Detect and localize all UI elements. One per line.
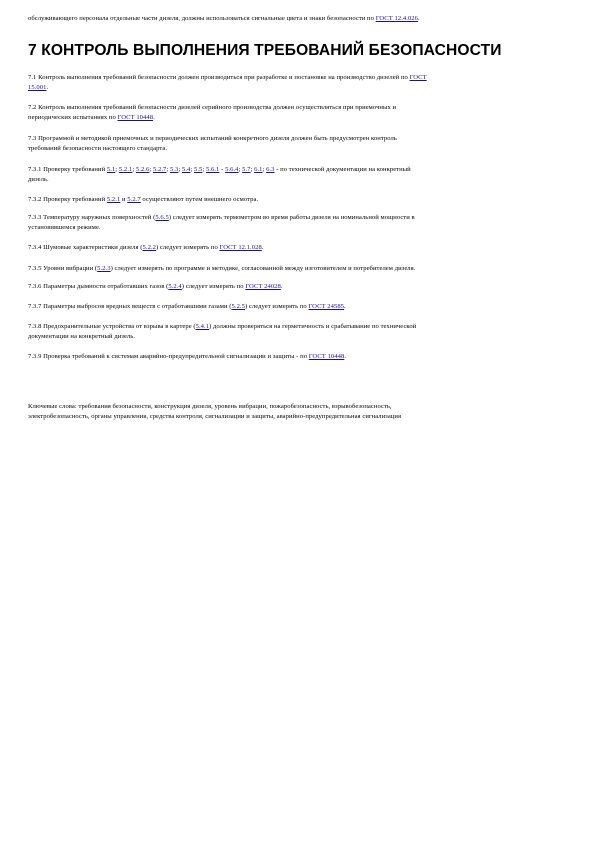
para-7-3-3-text: 7.3.3 Температуру наружных поверхностей ( (28, 214, 156, 221)
para-7-3-4-text: 7.3.4 Шумовые характеристики дизеля ( (28, 244, 143, 251)
para-7-3-6-mid: ) следует измерять по (181, 283, 246, 290)
separator: ; (115, 166, 119, 173)
separator: - (219, 166, 226, 173)
continued-text-line (28, 14, 573, 24)
para-7-3-9-text: 7.3.9 Проверка требований к системам аварийно-предупредительной сигнализации и защиты - по (28, 353, 309, 360)
link-5-2-1[interactable]: 5.2.1 (118, 166, 133, 173)
para-7-3-8-tail: ) должны проверяться на герметичность и срабатывание по технической (209, 323, 417, 330)
para-7-3-1-tail: - по технической документации на конкретный (274, 166, 411, 173)
para-7-3-6-text: 7.3.6 Параметры дымности отработавших газов ( (28, 283, 169, 290)
separator: ; (238, 166, 243, 173)
link-5-5[interactable]: 5.5 (193, 166, 203, 173)
para-7-3-3-line-1 (28, 213, 573, 223)
para-7-3-7-line (28, 302, 573, 312)
para-7-3-8-line-1 (28, 322, 573, 332)
para-7-3-5-tail: ) следует измерять по программе и методике, согласованной между изготовителем и потребителем дизеля. (110, 265, 416, 272)
separator: ; (262, 166, 267, 173)
link-6-1[interactable]: 6.1 (254, 166, 263, 173)
para-7-3-1-line-2: дизель. (28, 176, 49, 183)
para-7-3-4-line (28, 243, 573, 253)
para-7-3-2-tail: осуществляют путем внешнего осмотра. (140, 196, 259, 203)
separator: ; (202, 166, 206, 173)
punct: . (46, 84, 49, 91)
link-gost-15-001-part1[interactable]: ГОСТ (409, 74, 427, 81)
punct: . (280, 283, 283, 290)
link-5-3[interactable]: 5.3 (169, 166, 179, 173)
para-7-3-8-line-2: документации на конкретный дизель. (28, 333, 136, 340)
link-5-2-7[interactable]: 5.2.7 (127, 196, 141, 203)
link-5-2-3[interactable]: 5.2.3 (97, 265, 111, 272)
link-5-1[interactable]: 5.1 (106, 166, 116, 173)
punct: . (417, 15, 420, 22)
link-6-3[interactable]: 6.3 (266, 166, 275, 173)
para-7-3-line-1: 7.3 Программой и методикой приемочных и периодических испытаний конкретного дизеля должен быть предусмотрен контроль (28, 135, 397, 142)
para-7-3-3-line-2: установившемся режиме. (28, 224, 101, 231)
para-7-3-3-tail: ) следует измерять термометром во время работы дизеля на номинальной мощности в (168, 214, 415, 221)
punct: . (344, 303, 346, 310)
para-7-2-line-2 (28, 113, 573, 123)
link-5-2-5[interactable]: 5.2.5 (231, 303, 245, 310)
para-7-3-5-line (28, 264, 573, 274)
para-7-3-line-2: требований безопасности настоящего стандарта. (28, 145, 168, 152)
link-5-4-1[interactable]: 5.4.1 (195, 323, 210, 330)
link-5-2-4[interactable]: 5.2.4 (168, 283, 182, 290)
link-gost-24028[interactable]: ГОСТ 24028 (245, 283, 281, 290)
link-5-6-1[interactable]: 5.6.1 (205, 166, 220, 173)
link-5-6-4[interactable]: 5.6.4 (225, 166, 239, 173)
link-5-2-2[interactable]: 5.2.2 (142, 244, 156, 251)
para-7-3-9-line (28, 352, 573, 362)
conj: и (120, 196, 128, 203)
separator: ; (166, 166, 170, 173)
link-5-2-7[interactable]: 5.2.7 (152, 166, 167, 173)
para-7-3-1-text: 7.3.1 Проверку требований (28, 166, 107, 173)
para-7-1-text: 7.1 Контроль выполнения требований безопасности должен производиться при разработке и постановке на производство дизелей по (28, 74, 410, 81)
link-5-2-1[interactable]: 5.2.1 (106, 196, 121, 203)
para-7-3-5-text: 7.3.5 Уровни вибрации ( (28, 265, 98, 272)
para-7-3-4-mid: ) следует измерять по (155, 244, 220, 251)
para-7-3-8-text: 7.3.8 Предохранительные устройства от взрыва в картере ( (28, 323, 196, 330)
link-gost-12-4-026[interactable]: ГОСТ 12.4.026 (375, 15, 418, 22)
para-7-2-text: периодических испытаниях по (28, 114, 118, 121)
separator: ; (250, 166, 255, 173)
para-7-2-line-1: 7.2 Контроль выполнения требований безопасности дизелей серийного производства должен осуществляться при приемочных и (28, 104, 397, 111)
keywords-line-2: электробезопасность, органы управления, средства контроля, сигнализации и защиты, аварийно-предупредительная сигнализация (28, 413, 402, 420)
para-7-3-6-line (28, 282, 573, 292)
para-7-1-line-2 (28, 83, 573, 93)
para-7-3-2-line (28, 195, 573, 205)
para-7-3-7-text: 7.3.7 Параметры выбросов вредных веществ с отработавшими газами ( (28, 303, 232, 310)
para-7-3-1-line-1 (28, 165, 573, 175)
link-gost-12-1-028[interactable]: ГОСТ 12.1.028 (219, 244, 262, 251)
keywords-line-1: Ключевые слова: требования безопасности, конструкция дизеля, уровень вибрации, пожаробезопасность, взрывобезопасность, (28, 403, 392, 410)
link-5-7[interactable]: 5.7 (242, 166, 251, 173)
punct: . (344, 353, 347, 360)
separator: ; (132, 166, 136, 173)
continued-text: обслуживающего персонала отдельные части дизеля, должны использоваться сигнальные цвета и знаки безопасности по (28, 15, 376, 22)
link-gost-10448[interactable]: ГОСТ 10448 (117, 114, 154, 121)
punct: . (261, 244, 264, 251)
section-heading: 7 КОНТРОЛЬ ВЫПОЛНЕНИЯ ТРЕБОВАНИЙ БЕЗОПАСНОСТИ (28, 42, 502, 59)
link-5-4[interactable]: 5.4 (181, 166, 191, 173)
para-7-3-7-mid: ) следует измерять по (244, 303, 309, 310)
link-5-6-5[interactable]: 5.6.5 (155, 214, 169, 221)
separator: ; (149, 166, 153, 173)
punct: . (153, 114, 155, 121)
separator: ; (190, 166, 194, 173)
link-gost-15-001-part2[interactable]: 15.001 (28, 84, 47, 91)
para-7-3-2-text: 7.3.2 Проверку требований (28, 196, 107, 203)
link-gost-10448-2[interactable]: ГОСТ 10448 (308, 353, 345, 360)
separator: ; (178, 166, 182, 173)
link-5-2-6[interactable]: 5.2.6 (135, 166, 150, 173)
para-7-1-line-1 (28, 73, 573, 83)
link-gost-24585[interactable]: ГОСТ 24585 (308, 303, 345, 310)
